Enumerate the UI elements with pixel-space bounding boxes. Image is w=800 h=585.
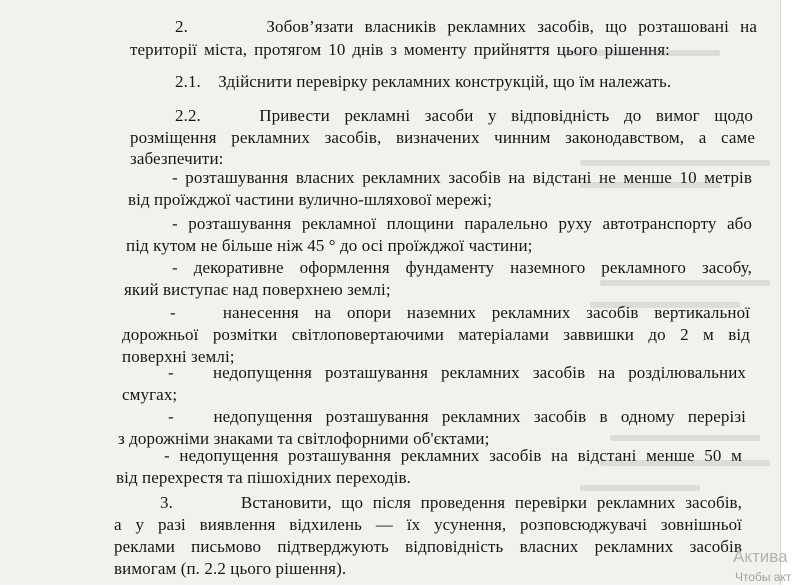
bullet-1-line-2: від проїжджої частини вулично-шляхової мережі; <box>128 190 493 209</box>
item-2-2-line-1: 2.2. Привести рекламні засоби у відповідність до вимог щодо <box>175 106 753 125</box>
bullet-7-line-1: - недопущення розташування рекламних засобів на відстані менше 50 м <box>164 446 742 465</box>
bullet-7-line-2: від перехрестя та пішохідних переходів. <box>116 468 412 487</box>
bullet-2-line-2: під кутом не більше ніж 45 ° до осі проїжджої частини; <box>126 236 533 255</box>
page-edge <box>780 0 800 585</box>
bullet-1-line-1: - розташування власних рекламних засобів на відстані не менше 10 метрів <box>172 168 752 187</box>
bullet-6-line-1: - недопущення розташування рекламних засобів в одному перерізі <box>168 407 746 426</box>
item-2-2-line-3: забезпечити: <box>130 149 224 168</box>
bullet-2-line-1: - розташування рекламної площини паралельно руху автотранспорту або <box>172 214 752 233</box>
bullet-4-line-3: поверхні землі; <box>122 347 235 366</box>
paragraph-3-line-3: реклами письмово підтверджують відповідність власних рекламних засобів <box>114 537 742 556</box>
bullet-3-line-1: - декоративне оформлення фундаменту наземного рекламного засобу, <box>172 258 752 277</box>
bullet-5-line-2: смугах; <box>122 385 178 404</box>
paragraph-2-line-1: 2. Зобов’язати власників рекламних засобів, що розташовані на <box>175 17 757 36</box>
item-2-1: 2.1. Здійснити перевірку рекламних конструкцій, що їм належать. <box>175 72 672 91</box>
paragraph-2-line-2: території міста, протягом 10 днів з моменту прийняття цього рішення: <box>130 40 670 59</box>
bullet-5-line-1: - недопущення розташування рекламних засобів на розділювальних <box>168 363 746 382</box>
bullet-3-line-2: який виступає над поверхнею землі; <box>124 280 391 299</box>
paragraph-3-line-1: 3. Встановити, що після проведення перевірки рекламних засобів, <box>160 493 742 512</box>
windows-activation-title: Актива <box>733 547 788 566</box>
item-2-2-line-2: розміщення рекламних засобів, визначених чинним законодавством, а саме <box>130 128 755 147</box>
paragraph-3-line-2: а у разі виявлення відхилень — їх усунення, розповсюджувачі зовнішньої <box>114 515 742 534</box>
bullet-4-line-2: дорожньої розмітки світлоповертаючими матеріалами заввишки до 2 м від <box>122 325 750 344</box>
bullet-4-line-1: - нанесення на опори наземних рекламних засобів вертикальної <box>170 303 750 322</box>
paragraph-3-line-4: вимогам (п. 2.2 цього рішення). <box>114 559 347 578</box>
windows-activation-subtitle: Чтобы акт <box>735 570 792 584</box>
bullet-6-line-2: з дорожніми знаками та світлофорними об'єктами; <box>118 429 490 448</box>
